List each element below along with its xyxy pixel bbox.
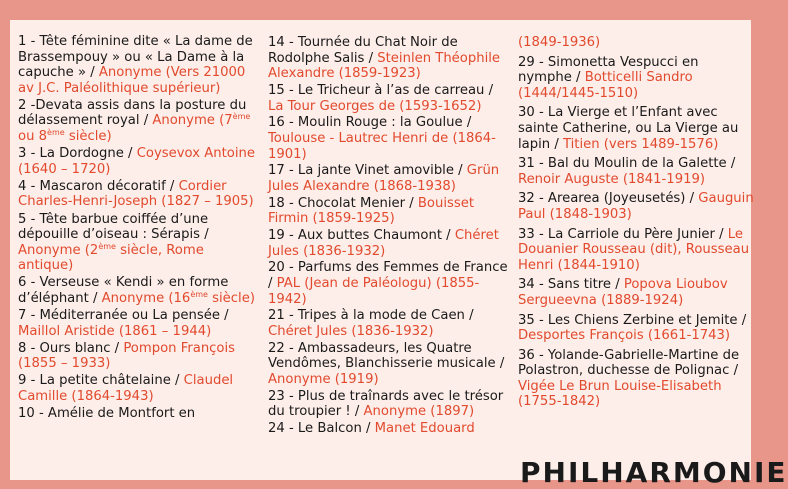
list-item — [18, 146, 258, 177]
list-item — [268, 163, 511, 194]
artist-name: Grün Jules Alexandre (1868-1938) — [268, 163, 500, 194]
artwork-title: 16 - Moulin Rouge : la Goulue / — [268, 115, 472, 131]
artist-name: Desportes François (1661-1743) — [518, 328, 731, 344]
artist-name: Botticelli Sandro (1444/1445-1510) — [518, 70, 693, 101]
list-item — [18, 98, 258, 145]
artist-name: Claudel Camille (1864-1943) — [18, 373, 234, 405]
list-item — [268, 341, 511, 388]
artwork-title: 24 - Le Balcon / — [268, 421, 375, 437]
list-item — [518, 191, 754, 222]
artwork-title: 2 -Devata assis dans la posture du délassement royal / — [18, 97, 247, 129]
artist-name: Anonyme (2ème siècle, Rome antique) — [18, 241, 204, 274]
artwork-title: 5 - Tête barbue coiffée d’une dépouille d’oiseau : Sérapis / — [18, 211, 209, 243]
artwork-title: 23 - Plus de traînards avec le trésor du troupier ! / — [268, 388, 504, 420]
list-item — [518, 55, 754, 102]
list-item — [18, 179, 258, 210]
list-item-continuation — [518, 35, 754, 51]
artist-name: Coysevox Antoine (1640 – 1720) — [18, 146, 255, 177]
artist-name: La Tour Georges de (1593-1652) — [268, 98, 482, 114]
artwork-title: 36 - Yolande-Gabrielle-Martine de Polastron, duchesse de Polignac / — [518, 347, 740, 379]
artist-name: Anonyme (1897) — [363, 404, 475, 420]
list-item — [518, 227, 754, 274]
artwork-title: 33 - La Carriole du Père Junier / — [518, 226, 728, 242]
list-item — [268, 389, 511, 420]
artist-name: Steinlen Théophile Alexandre (1859-1923) — [268, 50, 501, 82]
artwork-title: 32 - Arearea (Joyeusetés) / — [518, 191, 699, 207]
artist-name: Toulouse - Lautrec Henri de (1864-1901) — [268, 130, 496, 162]
artist-name: Bouisset Firmin (1859-1925) — [268, 195, 475, 227]
artwork-title: 7 - Méditerranée ou La pensée / — [18, 308, 229, 324]
artwork-title: 6 - Verseuse « Kendi » en forme d’éléphant / — [18, 275, 229, 306]
artwork-title: 19 - Aux buttes Chaumont / — [268, 228, 455, 244]
artwork-title: 30 - La Vierge et l’Enfant avec sainte Catherine, ou La Vierge au lapin / — [518, 105, 739, 152]
list-item — [518, 156, 754, 187]
artist-name: Pompon François (1855 – 1933) — [18, 340, 236, 372]
artist-name: Manet Edouard — [374, 421, 475, 437]
artwork-title: 8 - Ours blanc / — [18, 340, 124, 356]
artist-name: Maillol Aristide (1861 – 1944) — [18, 323, 212, 339]
list-item — [18, 275, 258, 306]
artist-name: Vigée Le Brun Louise-Elisabeth (1755-1842) — [518, 378, 722, 410]
artwork-title: 4 - Mascaron décoratif / — [18, 178, 179, 194]
list-item — [268, 115, 511, 162]
artist-name: Cordier Charles-Henri-Joseph (1827 – 1905) — [18, 178, 254, 210]
catalogue-panel — [10, 20, 788, 489]
artwork-title: 22 - Ambassadeurs, les Quatre Vendômes, Blanchisserie musicale / — [268, 340, 505, 372]
list-item — [18, 212, 258, 274]
artwork-title: 9 - La petite châtelaine / — [18, 373, 184, 389]
list-item — [18, 406, 258, 422]
artwork-title: 34 - Sans titre / — [518, 277, 624, 293]
list-item — [518, 277, 754, 308]
artist-name: Chéret Jules (1836-1932) — [268, 324, 434, 339]
list-item — [518, 348, 754, 410]
list-item — [268, 260, 511, 307]
artist-name: Chéret Jules (1836-1932) — [268, 228, 499, 259]
list-item — [518, 313, 754, 344]
artwork-title: 14 - Tournée du Chat Noir de Rodolphe Salis / — [268, 35, 458, 66]
artist-name: PAL (Jean de Paléologu) (1855-1942) — [268, 276, 480, 307]
list-item — [518, 105, 754, 152]
footer-logo-text: PHILHARMONIE — [520, 456, 788, 489]
artwork-title: 35 - Les Chiens Zerbine et Jemite / — [518, 312, 747, 328]
artwork-title: 21 - Tripes à la mode de Caen / — [268, 308, 474, 324]
column-1 — [18, 34, 258, 423]
artwork-title: 20 - Parfums des Femmes de France / — [268, 260, 508, 292]
artwork-title: 31 - Bal du Moulin de la Galette / — [518, 156, 736, 172]
list-item — [268, 308, 511, 339]
artwork-title: 18 - Chocolat Menier / — [268, 195, 418, 211]
list-item — [268, 83, 511, 114]
list-item — [18, 373, 258, 404]
artwork-title: 29 - Simonetta Vespucci en nymphe / — [518, 54, 699, 86]
artist-name: Titien (vers 1489-1576) — [562, 136, 719, 152]
artist-name: Anonyme (1919) — [268, 371, 379, 387]
artist-name: Anonyme (Vers 21000 av J.C. Paléolithique supérieur) — [18, 65, 246, 96]
list-item — [18, 34, 258, 96]
list-item — [268, 228, 511, 259]
artist-dates: (1849-1936) — [518, 35, 601, 50]
artist-name: Anonyme (7ème ou 8ème siècle) — [18, 112, 251, 145]
artist-name: Gauguin Paul (1848-1903) — [518, 191, 754, 222]
artwork-title: 17 - La jante Vinet amovible / — [268, 163, 467, 179]
artist-name: Renoir Auguste (1841-1919) — [518, 171, 706, 187]
list-item — [18, 341, 258, 372]
artist-name: Popova Lioubov Sergueevna (1889-1924) — [518, 277, 728, 308]
artwork-title: 3 - La Dordogne / — [18, 146, 137, 162]
column-2 — [268, 35, 511, 438]
artwork-title: 1 - Tête féminine dite « La dame de Brassempouy » ou « La Dame à la capuche » / — [18, 34, 253, 81]
column-3 — [518, 35, 754, 414]
list-item — [268, 35, 511, 82]
list-item — [268, 196, 511, 227]
artist-name: Le Douanier Rousseau (dit), Rousseau Henri (1844-1910) — [518, 226, 750, 273]
list-item — [268, 421, 511, 437]
list-item — [18, 308, 258, 339]
artwork-title: 10 - Amélie de Montfort en — [18, 406, 196, 422]
artist-name: Anonyme (16ème siècle) — [101, 290, 255, 306]
artwork-title: 15 - Le Tricheur à l’as de carreau / — [268, 82, 494, 98]
